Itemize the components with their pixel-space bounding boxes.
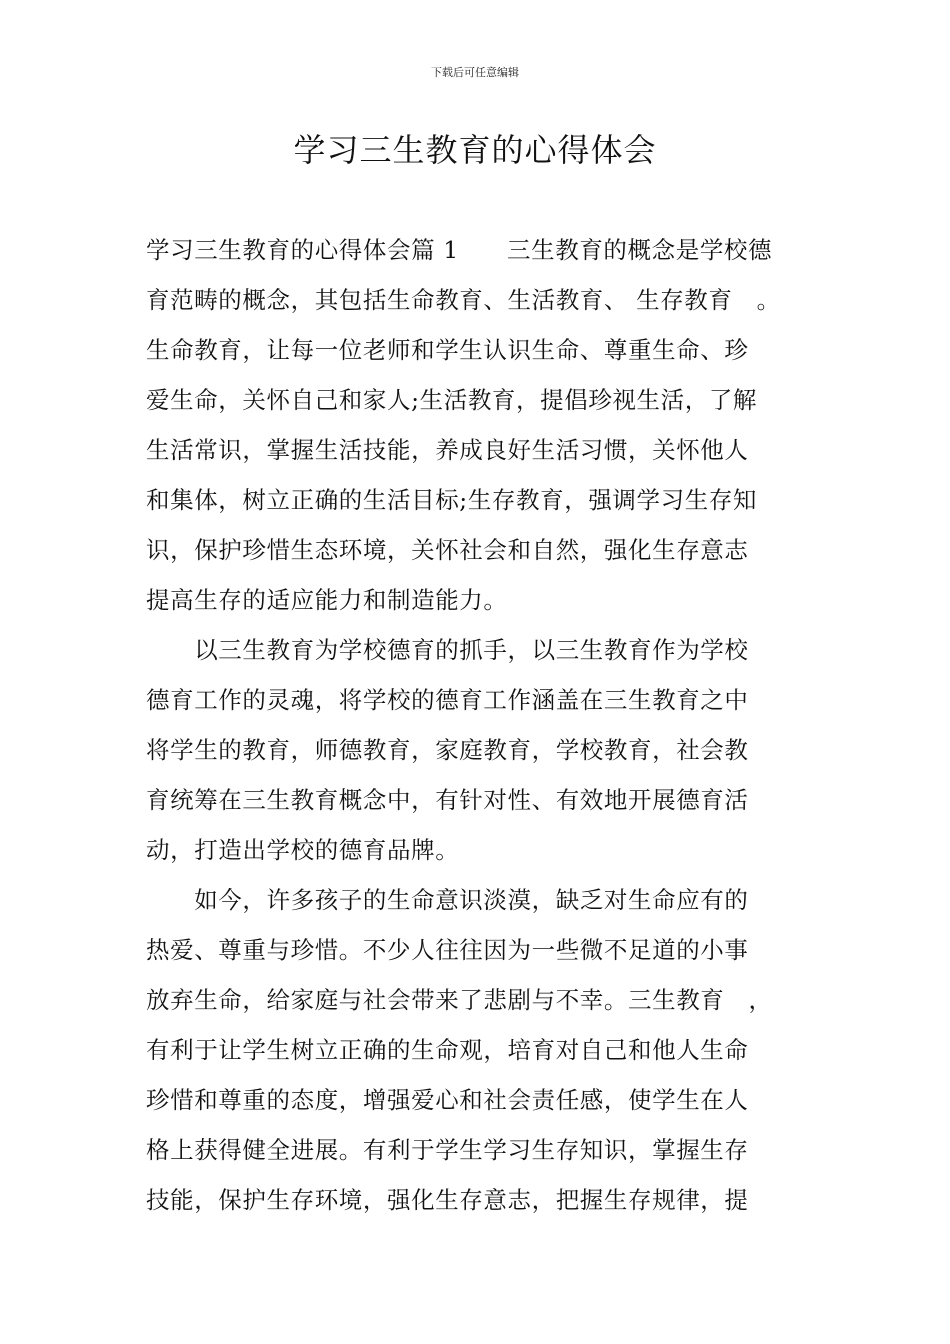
header-note: 下载后可任意编辑 [431,66,519,79]
body-line: 提高生存的适应能力和制造能力。 [146,586,508,614]
body-line: 珍惜和尊重的态度，增强爱心和社会责任感，使学生在人 [146,1086,749,1114]
body-line: 学习三生教育的心得体会篇 1 三生教育的概念是学校德 [146,236,773,264]
body-line: 德育工作的灵魂，将学校的德育工作涵盖在三生教育之中 [146,686,749,714]
body-line: 识，保护珍惜生态环境，关怀社会和自然，强化生存意志 [146,536,749,564]
body-line: 育统筹在三生教育概念中，有针对性、有效地开展德育活 [146,786,749,814]
document-body [146,225,810,1225]
body-line: 格上获得健全进展。有利于学生学习生存知识，掌握生存 [146,1136,749,1164]
body-line: 生命教育，让每一位老师和学生认识生命、尊重生命、珍 [146,336,749,364]
body-line: 育范畴的概念，其包括生命教育、生活教育、 生存教育 。 [146,286,781,314]
body-line: 爱生命，关怀自己和家人;生活教育，提倡珍视生活，了解 [146,386,758,414]
body-line: 和集体，树立正确的生活目标;生存教育，强调学习生存知 [146,486,758,514]
body-line: 如今，许多孩子的生命意识淡漠，缺乏对生命应有的 [146,886,749,914]
body-line: 热爱、尊重与珍惜。不少人往往因为一些微不足道的小事 [146,936,749,964]
body-line: 生活常识，掌握生活技能，养成良好生活习惯，关怀他人 [146,436,749,464]
body-line: 技能，保护生存环境，强化生存意志，把握生存规律，提 [146,1186,749,1214]
body-line: 动，打造出学校的德育品牌。 [146,836,460,864]
body-line: 以三生教育为学校德育的抓手，以三生教育作为学校 [146,636,749,664]
body-line: 将学生的教育，师德教育，家庭教育，学校教育，社会教 [146,736,749,764]
document-title: 学习三生教育的心得体会 [293,131,657,169]
body-line: 放弃生命，给家庭与社会带来了悲剧与不幸。三生教育 ， [146,986,773,1014]
body-line: 有利于让学生树立正确的生命观，培育对自己和他人生命 [146,1036,749,1064]
